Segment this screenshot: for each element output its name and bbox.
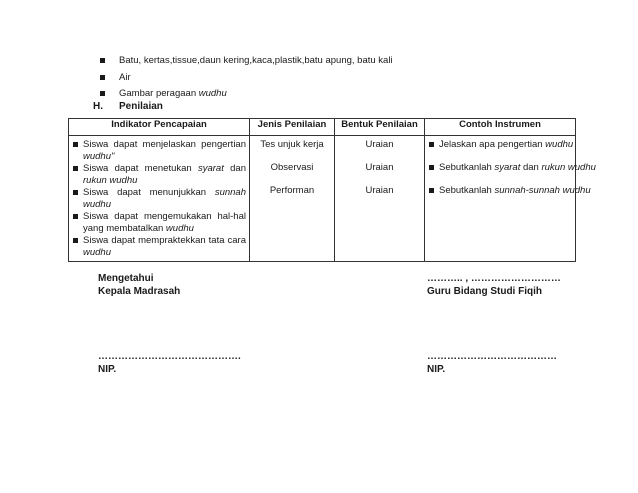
- list-item: [72, 139, 246, 162]
- material-text-emphasis: wudhu: [198, 88, 227, 99]
- list-item: [72, 235, 246, 258]
- material-item: [100, 53, 393, 70]
- signature-left-footer: [98, 351, 241, 376]
- signature-right-footer: [427, 351, 557, 376]
- indicator-term: sunnah wudhu: [83, 187, 246, 210]
- contoh-text: dan: [520, 162, 542, 173]
- signature-right-line2: Guru Bidang Studi Fiqih: [427, 285, 542, 297]
- header-bentuk: Bentuk Penilaian: [335, 119, 425, 136]
- assessment-table: [68, 118, 596, 262]
- contoh-term: wudhu: [545, 139, 574, 150]
- list-item: [72, 211, 246, 234]
- indicator-text: Siswa dapat menjelaskan pengertian: [83, 139, 246, 150]
- contoh-text: Sebutkanlah: [439, 162, 495, 173]
- indicator-list: [72, 139, 246, 258]
- indicator-text: Siswa dapat mengemukakan hal-hal yang membatalkan: [83, 211, 246, 234]
- indicator-text: dan: [223, 163, 246, 174]
- list-item: [428, 185, 591, 208]
- bentuk-item: Uraian: [365, 185, 394, 196]
- contoh-term: syarat: [494, 162, 521, 173]
- bentuk-item: Uraian: [365, 162, 394, 173]
- signature-left-nip: NIP.: [98, 363, 117, 375]
- signature-left-dots: …………………………………….: [98, 351, 241, 362]
- signature-right-nip: NIP.: [427, 363, 446, 375]
- jenis-item: Tes unjuk kerja: [260, 139, 324, 150]
- materials-list: [100, 53, 393, 103]
- bentuk-list: [338, 139, 421, 208]
- jenis-cell: [250, 136, 335, 262]
- indicator-term: wudhu: [83, 246, 111, 258]
- signature-left-header: [98, 273, 180, 298]
- contoh-term: sunnah-sunnah wudhu: [494, 185, 591, 196]
- signature-left-line2: Kepala Madrasah: [98, 285, 181, 297]
- header-jenis: Jenis Penilaian: [250, 119, 335, 136]
- header-indikator: Indikator Pencapaian: [69, 119, 250, 136]
- indikator-cell: [69, 136, 250, 262]
- jenis-item: Observasi: [270, 162, 314, 173]
- contoh-text: Jelaskan apa pengertian: [439, 139, 546, 150]
- signature-left-line1: Mengetahui: [98, 273, 154, 284]
- contoh-cell: [425, 136, 596, 262]
- jenis-list: [253, 139, 331, 208]
- table-header-row: [69, 119, 576, 136]
- material-item: [100, 70, 393, 87]
- list-item: [72, 163, 246, 186]
- bentuk-item: Uraian: [365, 139, 394, 150]
- indicator-term: rukun wudhu: [83, 174, 138, 186]
- list-item: [428, 162, 596, 185]
- indicator-text: Siswa dapat menetukan: [83, 163, 198, 174]
- material-text-prefix: Gambar peragaan: [119, 88, 199, 99]
- material-text: Batu, kertas,tissue,daun kering,kaca,plastik,batu apung, batu kali: [119, 55, 393, 66]
- indicator-term: wudhu: [165, 222, 194, 234]
- contoh-term: rukun wudhu: [541, 162, 596, 173]
- indicator-term: syarat: [197, 163, 224, 174]
- signature-right-dots: …………………………………: [427, 351, 557, 362]
- list-item: [72, 187, 246, 210]
- section-title: Penilaian: [119, 101, 163, 112]
- header-contoh: Contoh Instrumen: [425, 119, 576, 136]
- contoh-list: [428, 139, 596, 208]
- signature-right-header: [427, 273, 561, 298]
- jenis-item: Performan: [269, 185, 315, 196]
- section-heading: [93, 101, 163, 112]
- table-row: [69, 136, 576, 262]
- contoh-text: Sebutkanlah: [439, 185, 495, 196]
- section-number: H.: [93, 101, 103, 112]
- indicator-text: Siswa dapat menunjukkan: [83, 187, 215, 198]
- bentuk-cell: [335, 136, 425, 262]
- signature-right-line1: ……….. , ………………………: [427, 273, 561, 284]
- material-text: Air: [119, 71, 131, 83]
- indicator-term: wudhu": [83, 150, 115, 162]
- indicator-text: Siswa dapat mempraktekkan tata cara: [83, 235, 246, 246]
- list-item: [428, 139, 572, 162]
